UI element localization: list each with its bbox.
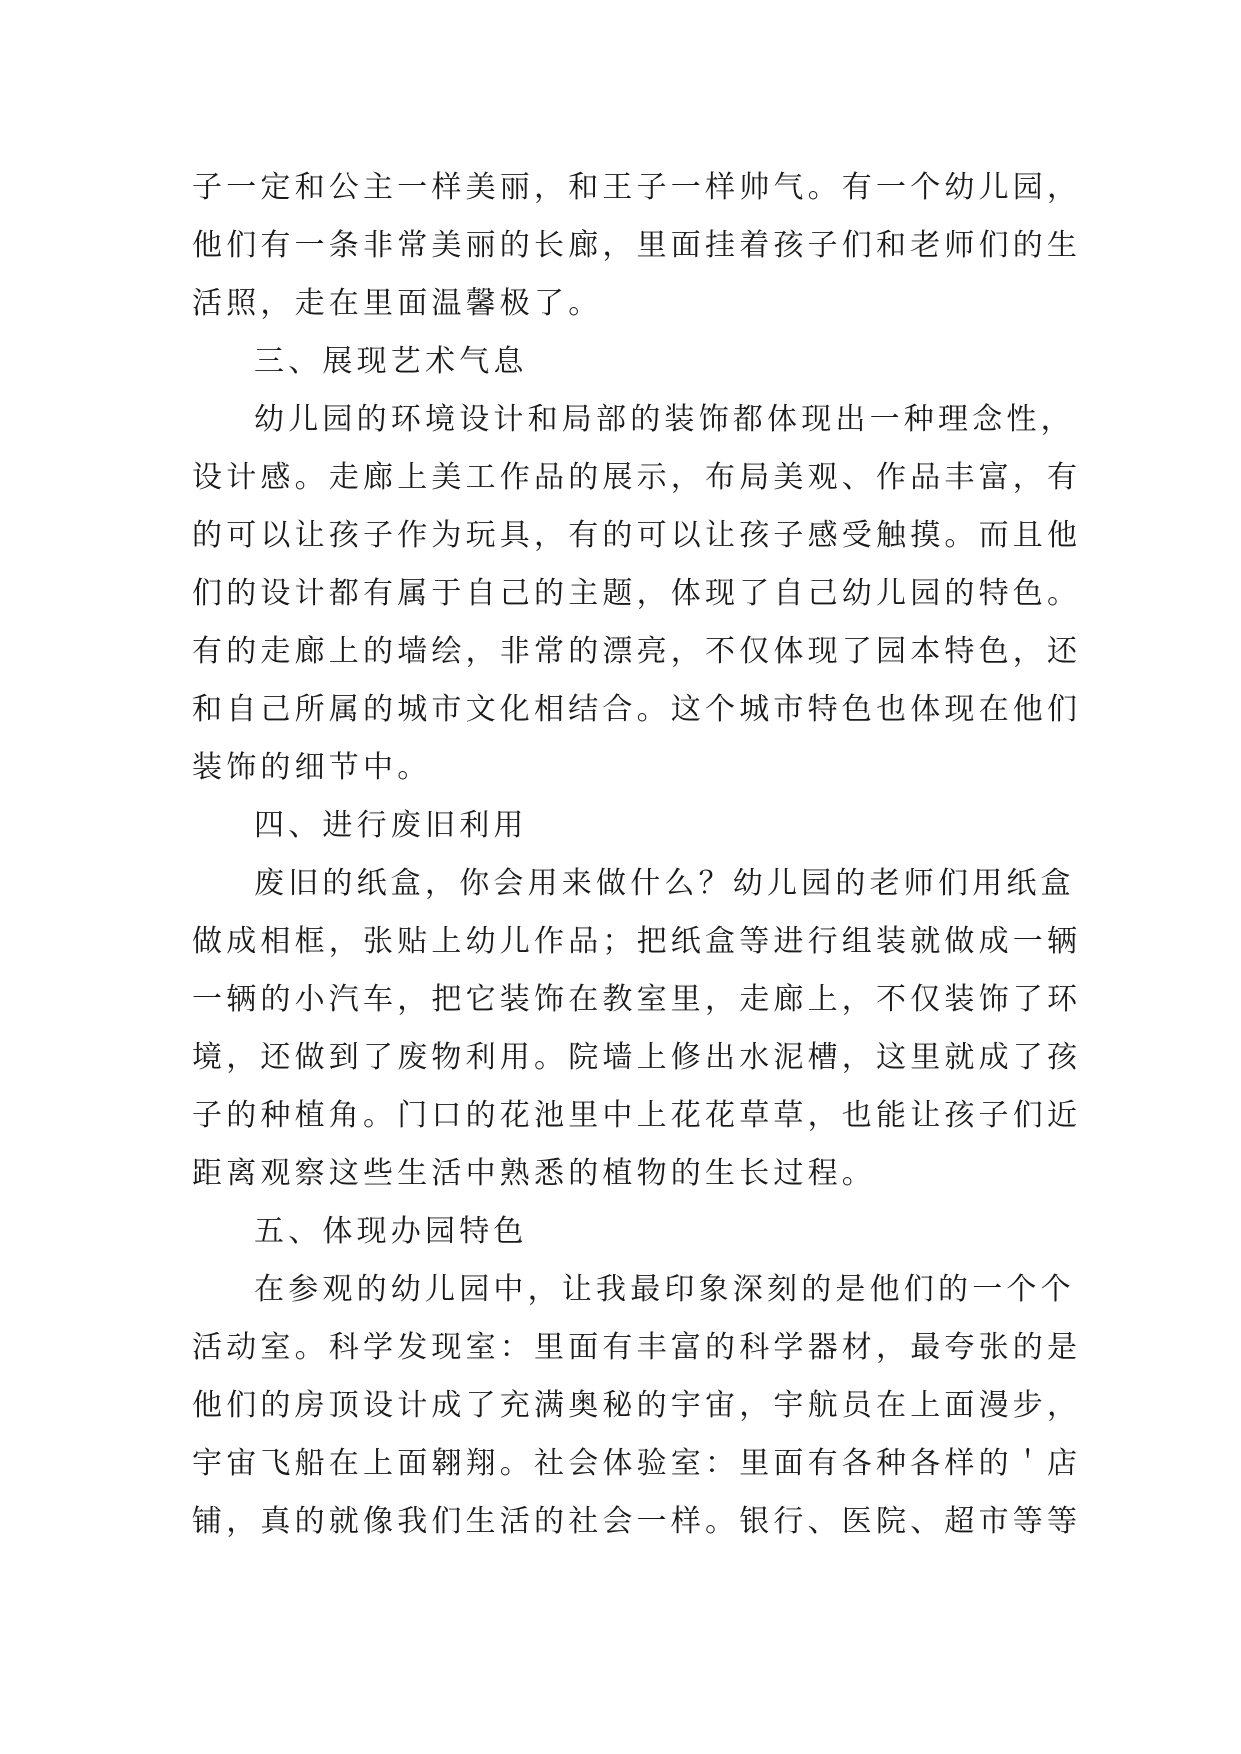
body-text-line: 活照，走在里面温馨极了。: [192, 286, 603, 321]
body-text-line: 的可以让孩子作为玩具，有的可以让孩子感受触摸。而且他: [192, 518, 1082, 553]
body-text-line: 设计感。走廊上美工作品的展示，布局美观、作品丰富，有: [192, 460, 1082, 495]
body-text-line: 他们有一条非常美丽的长廊，里面挂着孩子们和老师们的生: [192, 228, 1082, 263]
body-text-line: 们的设计都有属于自己的主题，体现了自己幼儿园的特色。: [192, 576, 1082, 611]
body-text-line: 活动室。科学发现室：里面有丰富的科学器材，最夸张的是: [192, 1330, 1082, 1365]
paragraph-first-line: 废旧的纸盒，你会用来做什么？幼儿园的老师们用纸盒: [254, 866, 1075, 901]
body-text-line: 和自己所属的城市文化相结合。这个城市特色也体现在他们: [192, 692, 1082, 727]
body-text-line: 子的种植角。门口的花池里中上花花草草，也能让孩子们近: [192, 1098, 1082, 1133]
body-text-line: 一辆的小汽车，把它装饰在教室里，走廊上，不仅装饰了环: [192, 982, 1082, 1017]
section-heading: 五、体现办园特色: [254, 1214, 528, 1249]
body-text-line: 有的走廊上的墙绘，非常的漂亮，不仅体现了园本特色，还: [192, 634, 1082, 669]
section-heading: 三、展现艺术气息: [254, 344, 528, 379]
body-text-line: 境，还做到了废物利用。院墙上修出水泥槽，这里就成了孩: [192, 1040, 1082, 1075]
paragraph-first-line: 在参观的幼儿园中，让我最印象深刻的是他们的一个个: [254, 1272, 1075, 1307]
body-text-line: 子一定和公主一样美丽，和王子一样帅气。有一个幼儿园，: [192, 170, 1082, 205]
body-text-line: 他们的房顶设计成了充满奥秘的宇宙，宇航员在上面漫步，: [192, 1388, 1082, 1423]
body-text-line: 做成相框，张贴上幼儿作品；把纸盒等进行组装就做成一辆: [192, 924, 1082, 959]
body-text-line: 距离观察这些生活中熟悉的植物的生长过程。: [192, 1156, 876, 1191]
body-text-line: 铺，真的就像我们生活的社会一样。银行、医院、超市等等: [192, 1504, 1082, 1539]
body-text-line: 装饰的细节中。: [192, 750, 432, 785]
paragraph-first-line: 幼儿园的环境设计和局部的装饰都体现出一种理念性，: [254, 402, 1075, 437]
section-heading: 四、进行废旧利用: [254, 808, 528, 843]
body-text-line: 宇宙飞船在上面翱翔。社会体验室：里面有各种各样的＇店: [192, 1446, 1082, 1481]
